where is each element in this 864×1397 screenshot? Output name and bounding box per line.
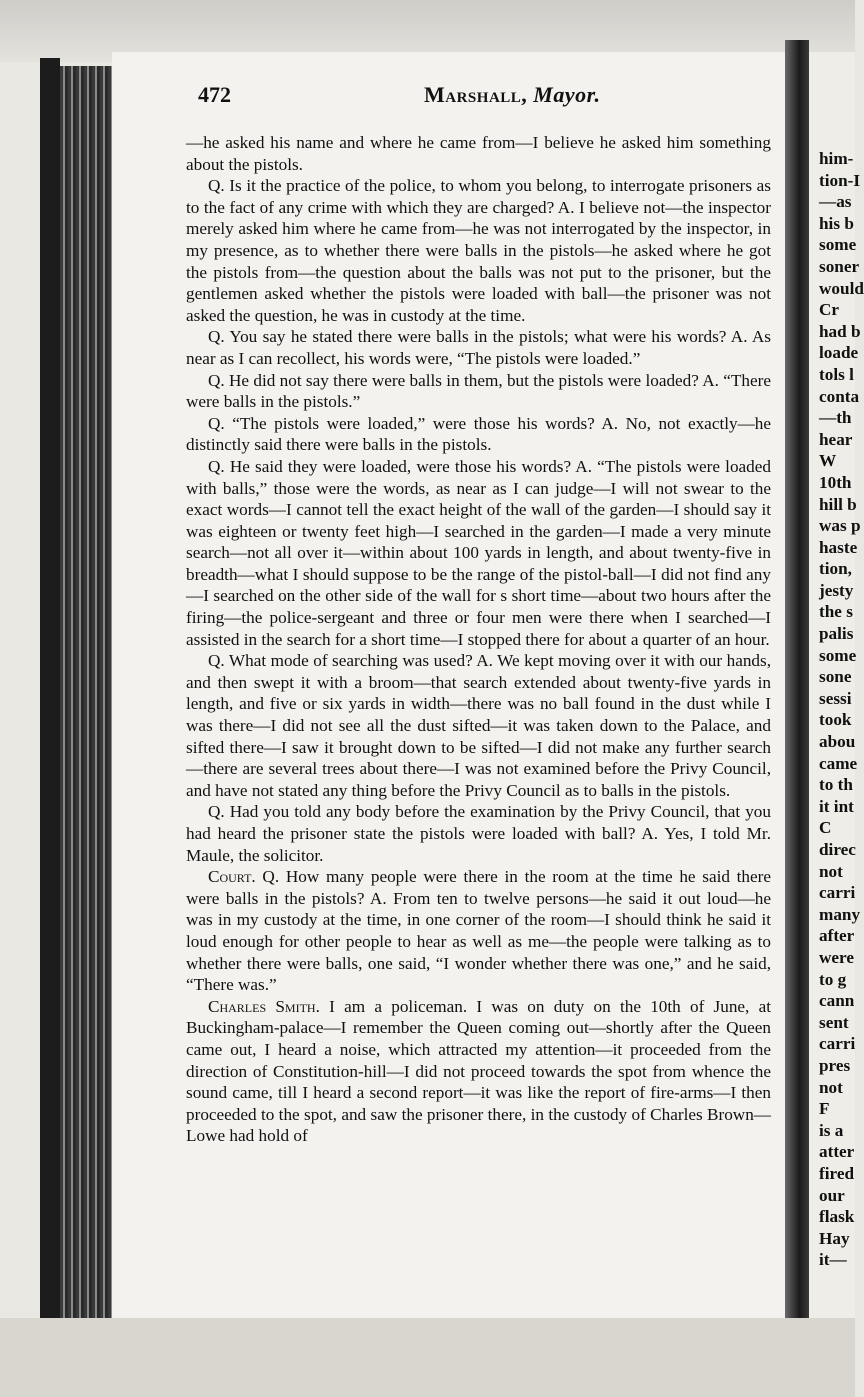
facing-line-fragment: Cr xyxy=(819,300,840,320)
facing-line-fragment: tion, xyxy=(819,559,852,579)
facing-line-fragment: soner xyxy=(819,256,860,276)
facing-line-fragment: haste xyxy=(819,537,858,557)
facing-line-fragment: pres xyxy=(819,1055,851,1075)
page-number: 472 xyxy=(198,82,231,107)
facing-line-fragment: W xyxy=(819,451,837,471)
left-page xyxy=(112,52,785,1320)
facing-line-fragment: hear xyxy=(819,429,853,449)
speaker-lead: Court. xyxy=(208,867,256,887)
facing-line-fragment: it int xyxy=(819,796,854,816)
paragraph xyxy=(186,413,771,456)
facing-line-fragment: his b xyxy=(819,213,854,233)
facing-line-fragment: C xyxy=(819,818,832,838)
paragraph-text: I am a policeman. I was on duty on the 10th of June, at Buckingham-palace—I remember the Queen coming out—shortly after the Queen came out, I heard a noise, which attracted my attention—it proceeded from the direction of Constitution-hill—I did not proceed towards the spot from whence the sound came, till I heard a second report—it was like the report of fire-arms—I then proceeded to the spot, and saw the prisoner there, in the custody of Charles Brown—Lowe had hold of xyxy=(186,996,771,1146)
book-binding xyxy=(40,58,60,1343)
facing-line-fragment: cann xyxy=(819,991,855,1011)
facing-line-fragment: fired xyxy=(819,1163,855,1183)
paragraph xyxy=(186,370,771,413)
facing-line-fragment: would xyxy=(819,278,864,298)
paragraph xyxy=(186,801,771,866)
facing-line-fragment: —as xyxy=(819,192,852,212)
facing-line-fragment: had b xyxy=(819,321,861,341)
facing-line-fragment: tols l xyxy=(819,364,854,384)
paragraph xyxy=(186,175,771,326)
paragraph-text: Q. Is it the practice of the police, to whom you belong, to interrogate prisoners as to the fact of any crime with which they are charged? A. I believe not—the inspector merely asked him where he came from—he was not interrogated by the inspector, in my presence, as to whether there were balls in the pistols—he asked where he got the pistols from—the question about the balls was not put to the prisoner, but the gentlemen asked whether the pistols were loaded with ball—the prisoner was not asked the question, he was in custody at the time. xyxy=(186,176,771,325)
facing-line-fragment: abou xyxy=(819,732,856,752)
facing-line-fragment: it— xyxy=(819,1250,847,1270)
facing-line-fragment: direc xyxy=(819,840,856,859)
paragraph-text: Q. Had you told any body before the examination by the Privy Council, that you had heard the prisoner state the pistols were loaded with ball? A. Yes, I told Mr. Maule, the solicitor. xyxy=(186,802,771,865)
speaker-lead: Charles Smith. xyxy=(208,996,320,1016)
facing-line-fragment: after xyxy=(819,926,855,946)
running-title xyxy=(424,82,600,108)
paragraph-text: Q. He did not say there were balls in them, but the pistols were loaded? A. “There were balls in the pistols.” xyxy=(186,370,771,412)
facing-line-fragment: was p xyxy=(819,516,861,536)
paragraph xyxy=(186,456,771,650)
facing-line-fragment: —th xyxy=(819,408,852,428)
facing-line-fragment: to th xyxy=(819,775,853,795)
facing-line-fragment: conta xyxy=(819,386,860,406)
facing-line-fragment: atter xyxy=(819,1142,855,1162)
facing-line-fragment: sone xyxy=(819,667,852,687)
facing-line-fragment: loade xyxy=(819,343,859,363)
facing-line-fragment: our xyxy=(819,1185,845,1205)
page-edges xyxy=(60,66,112,1328)
facing-line-fragment: sent xyxy=(819,1012,849,1032)
facing-line-fragment: took xyxy=(819,710,852,730)
facing-line-fragment: some xyxy=(819,235,857,255)
facing-line-fragment: palis xyxy=(819,624,854,644)
paragraph-text: Q. You say he stated there were balls in the pistols; what were his words? A. As near as I can recollect, his words were, “The pistols were loaded.” xyxy=(186,327,771,368)
facing-line-fragment: hill b xyxy=(819,494,857,514)
paragraph-text: —he asked his name and where he came from—I believe he asked him something about the pistols. xyxy=(186,133,771,174)
facing-page xyxy=(809,52,864,1320)
paragraph-text: Q. What mode of searching was used? A. We kept moving over it with our hands, and then swept it with a broom—that search extended about twenty-five yards in length, and five or six yards in width—there was no ball found in the dust while I was there—I did not see all the dust sifted—it was taken down to the Palace, and sifted there—I saw it brought down to be sifted—I did not make any further search—there are several trees about there—I was not examined before the Privy Council, and have not stated any thing before the Privy Council as to balls in the pistols. xyxy=(186,651,771,800)
facing-line-fragment: flask xyxy=(819,1207,855,1227)
paragraph-text: Q. How many people were there in the room at the time he said there were balls in the pistols? A. From ten to twelve persons—he said it out loud—he was in my custody at the time, in one corner of the room—I should think he said it loud enough for other people to hear as well as me—the people were talking as to whether there were balls, one said, “I wonder whether there was one,” and he said, “There was.” xyxy=(186,867,771,995)
facing-line-fragment: Hay xyxy=(819,1228,850,1248)
facing-page-text xyxy=(819,148,864,1271)
paragraph xyxy=(186,326,771,369)
facing-line-fragment: is a xyxy=(819,1120,844,1140)
paragraph-text: Q. He said they were loaded, were those his words? A. “The pistols were loaded with balls,” those were the words, as near as I can judge—I will not swear to the exact words—I cannot tell the exact height of the wall of the garden—I should say it was eighteen or twenty feet high—I searched in the garden—I made a very minute search—not all over it—within about 100 yards in length, and about twenty-five in breadth—what I should suppose to be the range of the pistol-ball—I did not find any—I searched on the other side of the wall for s short time—about two hours after the firing—the police-sergeant and three or four men were there when I searched—I assisted in the search for a short time—I stopped there for about a quarter of an hour. xyxy=(186,456,771,649)
facing-line-fragment: to g xyxy=(819,969,847,989)
scanner-background-bottom xyxy=(0,1318,855,1397)
facing-line-fragment: the s xyxy=(819,602,853,622)
facing-line-fragment: many xyxy=(819,904,861,924)
running-header xyxy=(198,82,778,112)
paragraph xyxy=(186,132,771,175)
running-title-office: Mayor. xyxy=(533,82,601,107)
facing-line-fragment: were xyxy=(819,947,854,967)
facing-line-fragment: came xyxy=(819,753,858,773)
facing-line-fragment: F xyxy=(819,1099,830,1119)
facing-line-fragment: jesty xyxy=(819,580,854,600)
paragraph-text: Q. “The pistols were loaded,” were those his words? A. No, not exactly—he distinctly said there were balls in the pistols. xyxy=(186,413,771,455)
paragraph xyxy=(186,866,771,996)
paragraph xyxy=(186,650,771,801)
facing-line-fragment: tion-I xyxy=(819,170,861,190)
page-body-text xyxy=(186,132,771,1147)
facing-line-fragment: carri xyxy=(819,883,856,903)
facing-line-fragment: sessi xyxy=(819,688,852,708)
facing-line-fragment: not xyxy=(819,1077,843,1097)
book-gutter xyxy=(785,40,809,1340)
facing-line-fragment: not xyxy=(819,861,843,881)
facing-line-fragment: him- xyxy=(819,149,854,168)
running-title-name: Marshall, xyxy=(424,82,528,107)
facing-line-fragment: 10th xyxy=(819,472,852,492)
facing-line-fragment: some xyxy=(819,645,857,665)
facing-line-fragment: carri xyxy=(819,1034,856,1054)
paragraph xyxy=(186,996,771,1147)
